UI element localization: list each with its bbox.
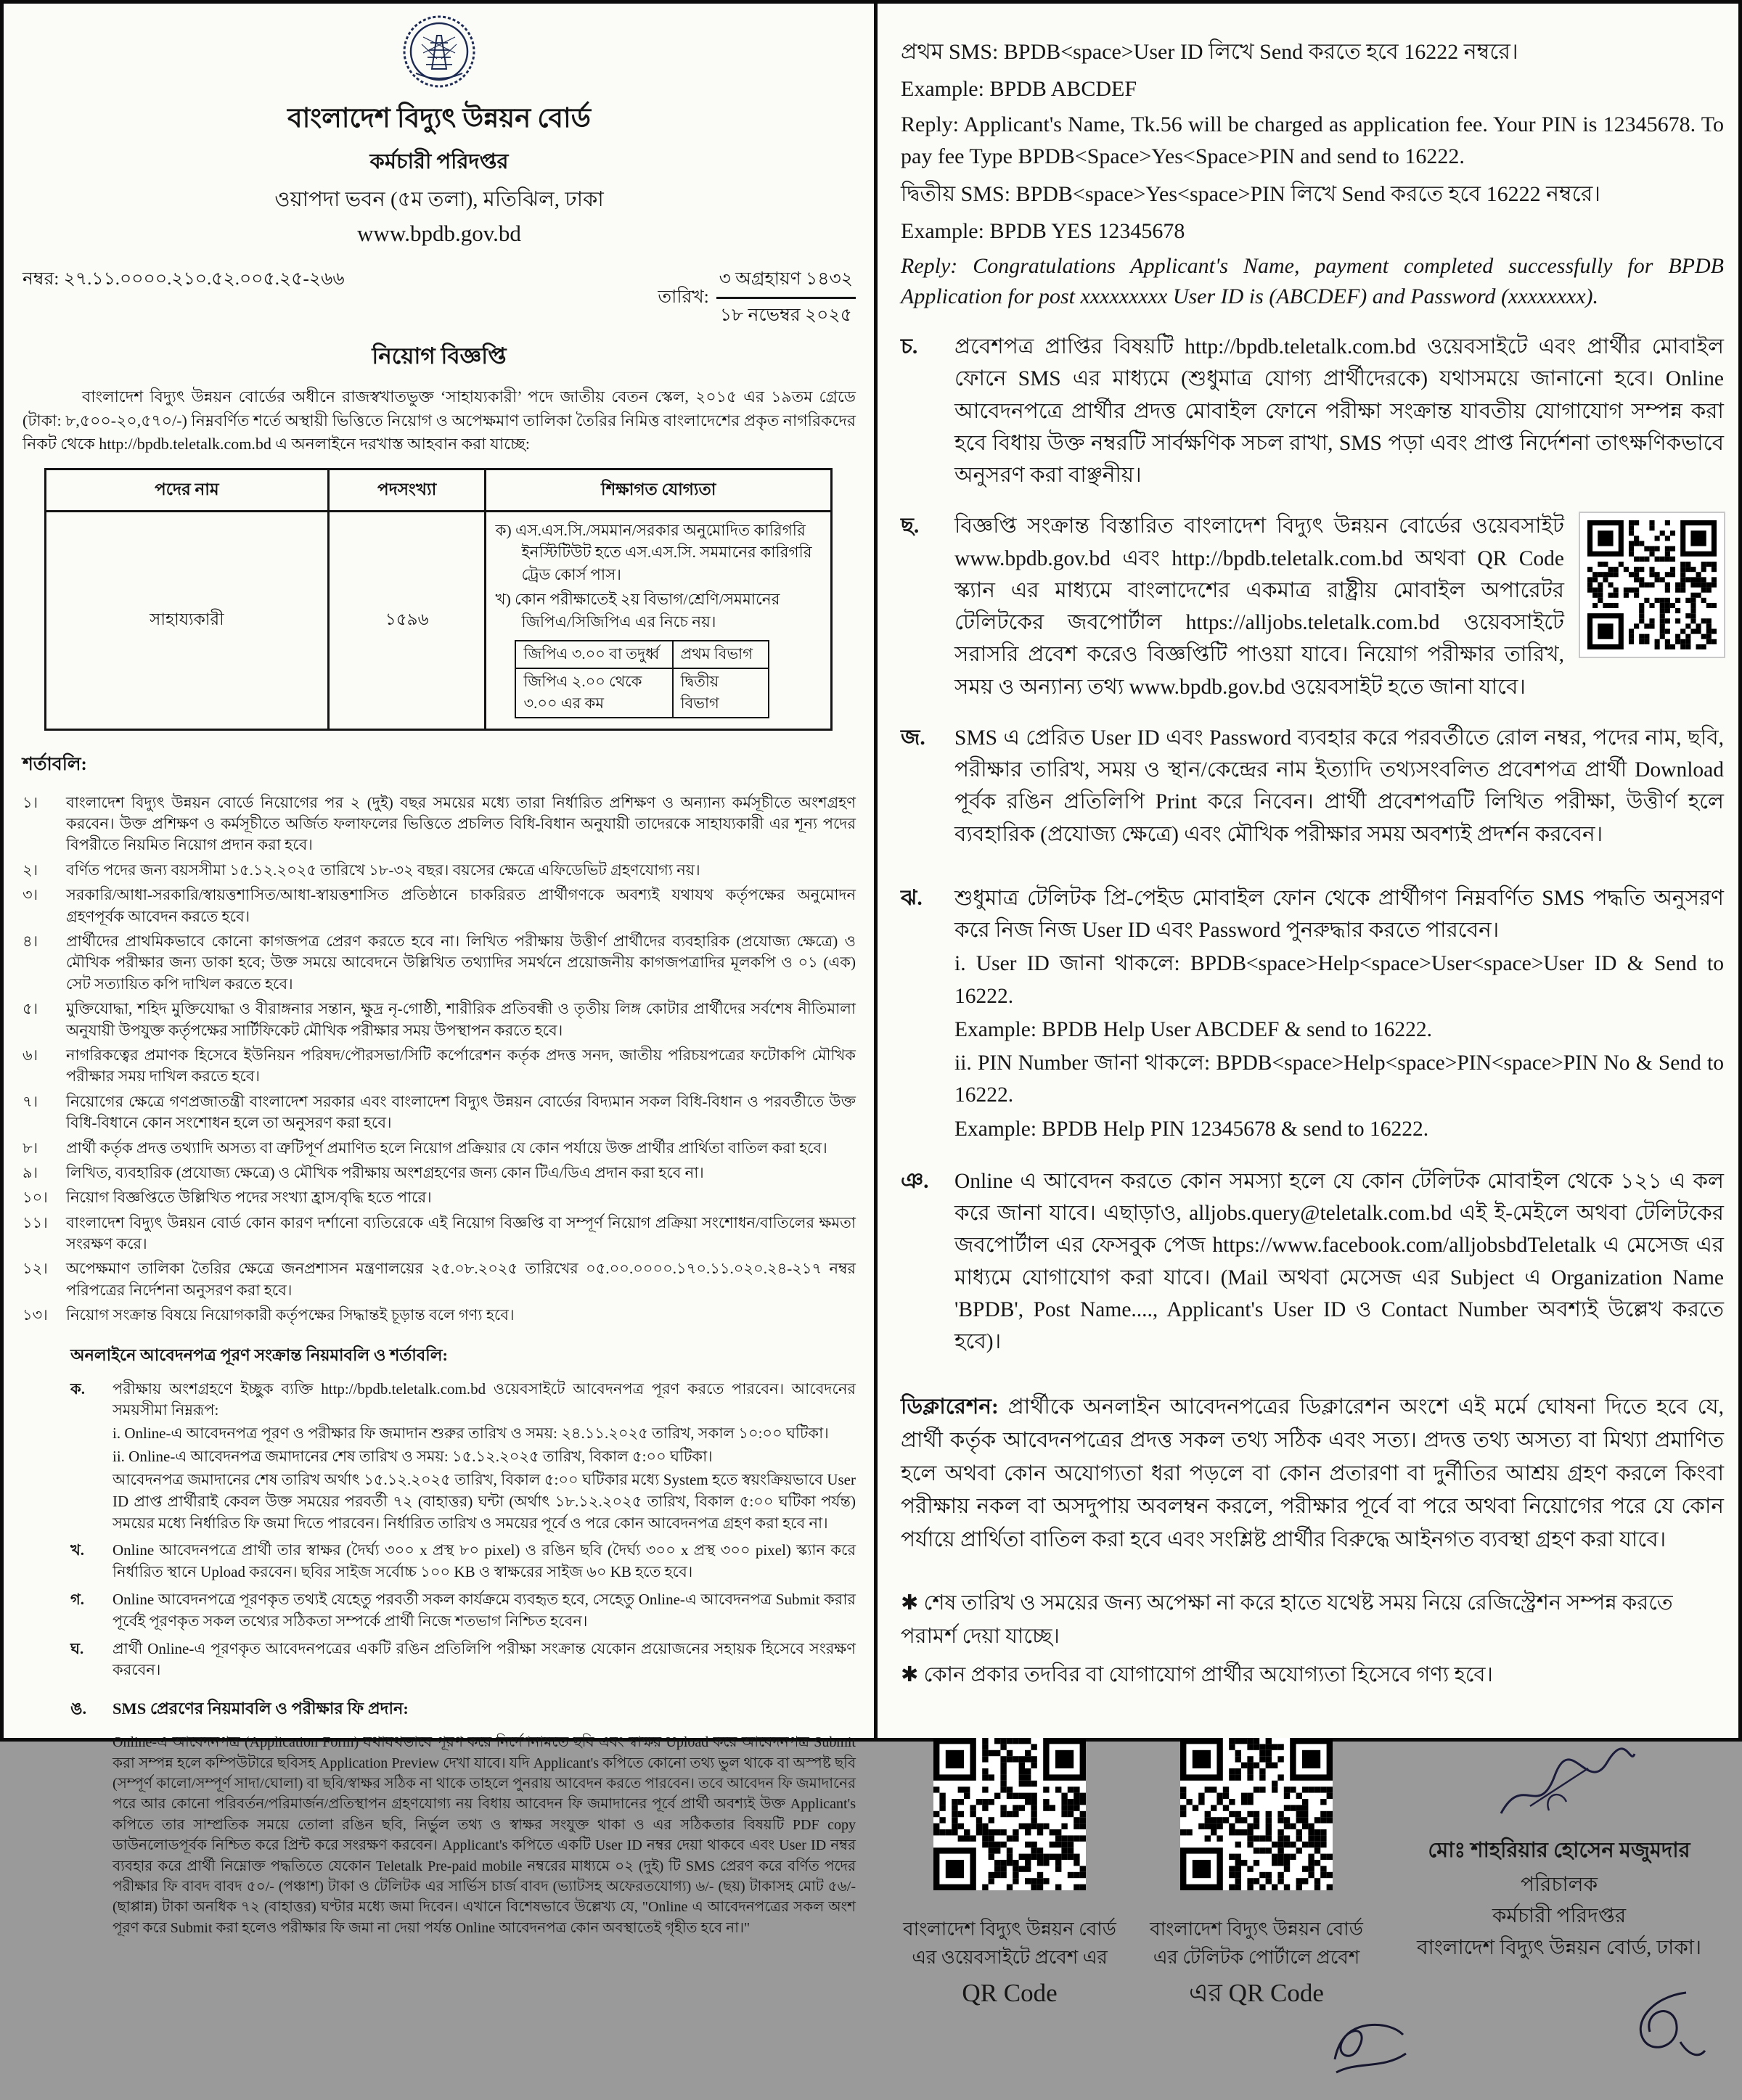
- condition-item: [23, 1187, 856, 1208]
- item-text: Online আবেদনপত্রে প্রার্থী তার স্বাক্ষর (দৈর্ঘ্য ৩০০ x প্রস্থ ৮০ pixel) ও রঙিন ছবি (দৈর্ঘ্য ৩০০ x প্রস্থ ৩০০ pixel) স্ক্যান করে নির্ধারিত স্থানে Upload করবেন। ছবির সাইজ সর্বোচ্চ ১০০ KB ও স্বাক্ষরের সাইজ ৬০ KB হতে হবে।: [113, 1541, 856, 1581]
- sms-reply-2: Reply: Congratulations Applicant's Name, payment completed successfully for BPDB Application for post xxxxxxxxx User ID is (ABCDEF) and Password (xxxxxxxx).: [901, 254, 1724, 308]
- condition-text: নিয়োগের ক্ষেত্রে গণপ্রজাতন্ত্রী বাংলাদেশ সরকার এবং বাংলাদেশ বিদ্যুৎ উন্নয়ন বোর্ডের বিদ্যমান সকল বিধি-বিধান ও পরবর্তীতে উক্ত বিধি-বিধানে কোন সংশোধন হলে তা অনুসরণ করা হবে।: [66, 1092, 856, 1132]
- item-label: ঘ.: [70, 1639, 84, 1657]
- declaration-text: প্রার্থীকে অনলাইন আবেদনপত্রের ডিক্লারেশন অংশে এই মর্মে ঘোষনা দিতে হবে যে, প্রার্থী কর্তৃক আবেদনপত্রের প্রদত্ত সকল তথ্য সঠিক এবং সত্য। প্রদত্ত তথ্য অসত্য বা মিথ্যা প্রমাণিত হলে অথবা কোন অযোগ্যতা ধরা পড়লে বা কোন প্রতারণা বা দুর্নীতির আশ্রয় গ্রহণ করলে কিংবা পরীক্ষায় নকল বা অসদুপায় অবলম্বন করলে, পরীক্ষার পূর্বে বা পরে অথবা নিয়োগের পরে যে কোন পর্যায়ে প্রার্থিতা বাতিল করা হবে এবং সংশ্লিষ্ট প্রার্থীর বিরুদ্ধে আইনগত ব্যবস্থা গ্রহণ করা যাবে।: [901, 1395, 1724, 1552]
- signature-icon: [1600, 1984, 1709, 2071]
- signature-block: [1394, 1738, 1724, 1964]
- condition-text: নিয়োগ সংক্রান্ত বিষয়ে নিয়োগকারী কর্তৃপক্ষের সিদ্ধান্তই চূড়ান্ত বলে গণ্য হবে।: [66, 1306, 515, 1324]
- condition-item: [23, 1258, 856, 1301]
- condition-item: [23, 1138, 856, 1159]
- org-name: বাংলাদেশ বিদ্যুৎ উন্নয়ন বোর্ড: [287, 104, 591, 134]
- online-item-ka-i: i. Online-এ আবেদনপত্র পূরণ ও পরীক্ষার ফি জমাদান শুরুর তারিখ ও সময়: ২৪.১১.২০২৫ তারিখ, সকাল ১০:০০ ঘটিকা।: [113, 1424, 829, 1443]
- col-header-qualification: শিক্ষাগত যোগ্যতা: [486, 469, 832, 511]
- notes: [901, 1586, 1724, 1691]
- condition-item: [23, 1162, 856, 1184]
- declaration-paragraph: [901, 1391, 1724, 1557]
- condition-text: মুক্তিযোদ্ধা, শহিদ মুক্তিযোদ্ধা ও বীরাঙ্গনার সন্তান, ক্ষুদ্র নৃ-গোষ্ঠী, শারীরিক প্রতিবন্ধী ও তৃতীয় লিঙ্গ কোটার প্রার্থীদের সর্বশেষ নীতিমালা অনুযায়ী উপযুক্ত কর্তৃপক্ষের সার্টিফিকেট মৌখিক পরীক্ষার সময় উপস্থাপন করতে হবে।: [66, 1000, 856, 1039]
- note-bullet: ✱ কোন প্রকার তদবির বা যোগাযোগ প্রার্থীর অযোগ্যতা হিসেবে গণ্য হবে।: [901, 1662, 1493, 1686]
- online-item-gha: [70, 1638, 856, 1682]
- bpdb-logo-icon: [401, 15, 477, 91]
- footer-row: [901, 1738, 1724, 2013]
- right-item-ja: [901, 722, 1724, 850]
- conditions-list: [23, 792, 856, 1326]
- item-text: SMS এ প্রেরিত User ID এবং Password ব্যবহার করে পরবর্তীতে রোল নম্বর, পদের নাম, ছবি, পরীক্ষার তারিখ, সময় ও স্থান/কেন্দ্রের নাম ইত্যাদি তথ্যসংবলিত প্রবেশপত্র প্রার্থী Download পূর্বক রঙিন প্রতিলিপি Print করে নিবেন। প্রার্থী প্রবেশপত্রটি লিখিত পরীক্ষা, উত্তীর্ণ হলে ব্যবহারিক (প্রযোজ্য ক্ষেত্রে) এবং মৌখিক পরীক্ষার সময় অবশ্যই প্রদর্শন করবেন।: [954, 726, 1724, 846]
- sms-rules-heading: [70, 1696, 856, 1723]
- condition-text: অপেক্ষমাণ তালিকা তৈরির ক্ষেত্রে জনপ্রশাসন মন্ত্রণালয়ের ২৫.০৮.২০২৫ তারিখের ০৫.০০.০০০০.১৭০.১১.০২০.২৪-২১৭ নম্বর পরিপত্রের নির্দেশনা অনুসরণ করা হবে।: [66, 1260, 856, 1299]
- gpa-division: প্রথম বিভাগ: [673, 641, 769, 668]
- date-label: তারিখ:: [658, 287, 709, 307]
- conditions-heading: শর্তাবলি:: [23, 754, 87, 774]
- help-user-line: i. User ID জানা থাকলে: BPDB<space>Help<space>User<space>User ID & Send to 16222.: [954, 952, 1724, 1008]
- sms-example-2: Example: BPDB YES 12345678: [901, 219, 1185, 243]
- page-divider: [874, 4, 878, 1738]
- qr-block-teletalk: [1148, 1738, 1365, 2013]
- condition-text: নিয়োগ বিজ্ঞপ্তিতে উল্লিখিত পদের সংখ্যা হ্রাস/বৃদ্ধি হতে পারে।: [66, 1189, 432, 1207]
- qr-code-teletalk: [1180, 1738, 1333, 1890]
- gpa-range: জিপিএ ২.০০ থেকে ৩.০০ এর কম: [515, 668, 672, 718]
- sms-rules-heading-text: SMS প্রেরণের নিয়মাবলি ও পরীক্ষার ফি প্রদান:: [113, 1699, 409, 1718]
- online-item-ka-note: আবেদনপত্র জমাদানের শেষ তারিখ অর্থাৎ ১৫.১২.২০২৫ তারিখ, বিকাল ৫:০০ ঘটিকার মধ্যে System হতে স্বয়ংক্রিয়ভাবে User ID প্রাপ্ত প্রার্থীরাই কেবল উক্ত সময়ের পরবর্তী ৭২ (বাহাত্তর) ঘন্টা (অর্থাৎ ১৮.১২.২০২৫ তারিখ, বিকাল ৫:০০ ঘটিকা পর্যন্ত) সময়ের মধ্যে নির্ধারিত ফি জমা দিতে পারবেন। নির্ধারিত তারিখ ও সময়ের পূর্বে ও পরে কোন আবেদনপত্র গ্রহণ করা হবে না।: [113, 1470, 856, 1532]
- online-item-ga: [70, 1589, 856, 1633]
- gpa-range: জিপিএ ৩.০০ বা তদুর্ধ্ব: [515, 641, 672, 668]
- qualification-a: ক) এস.এস.সি./সমমান/সরকার অনুমোদিত কারিগরি ইনস্টিটিউট হতে এস.এস.সি. সমমানের কারিগরি ট্রেড কোর্স পাস।: [495, 521, 812, 583]
- condition-text: প্রার্থী কর্তৃক প্রদত্ত তথ্যাদি অসত্য বা ত্রুটিপূর্ণ প্রমাণিত হলে নিয়োগ প্রক্রিয়ার যে কোন পর্যায়ে উক্ত প্রার্থীর প্রার্থিতা বাতিল করা হবে।: [66, 1139, 827, 1157]
- condition-item: [23, 998, 856, 1041]
- condition-item: [23, 1213, 856, 1255]
- declaration-label: ডিক্লারেশন:: [901, 1395, 999, 1419]
- memo-date-row: [23, 264, 856, 332]
- condition-number: ৭।: [23, 1092, 38, 1110]
- item-label: গ.: [70, 1590, 85, 1608]
- dept-name: কর্মচারী পরিদপ্তর: [369, 150, 509, 173]
- item-label: খ.: [70, 1541, 85, 1559]
- item-label: ক.: [70, 1379, 85, 1398]
- condition-item: [23, 1305, 856, 1326]
- condition-number: ২।: [23, 861, 38, 879]
- post-count-cell: ১৫৯৬: [328, 511, 486, 729]
- intro-paragraph: বাংলাদেশ বিদ্যুৎ উন্নয়ন বোর্ডের অধীনে রাজস্বখাতভুক্ত ‘সাহায্যকারী’ পদে জাতীয় বেতন স্কেল, ২০১৫ এর ১৯তম গ্রেডে (টাকা: ৮,৫০০-২০,৫৭০/-) নিম্নবর্ণিত শর্তে অস্থায়ী ভিত্তিতে নিয়োগ ও অপেক্ষমাণ তালিকা তৈরির নিমিত্ত বাংলাদেশের প্রকৃত নাগরিকদের নিকট থেকে http://bpdb.teletalk.com.bd এ অনলাইনে দরখাস্ত আহবান করা যাচ্ছে:: [23, 387, 856, 454]
- online-item-ka-ii: ii. Online-এ আবেদনপত্র জমাদানের শেষ তারিখ ও সময়: ১৫.১২.২০২৫ তারিখ, বিকাল ৫:০০ ঘটিকা।: [113, 1448, 713, 1466]
- date-block: [658, 264, 856, 332]
- item-label: চ.: [901, 335, 918, 358]
- condition-item: [23, 885, 856, 927]
- item-label: ঞ.: [901, 1169, 929, 1193]
- online-item-ka: [70, 1379, 856, 1535]
- notice-title: নিয়োগ বিজ্ঞপ্তি: [372, 343, 507, 369]
- condition-text: বাংলাদেশ বিদ্যুৎ উন্নয়ন বোর্ডে নিয়োগের পর ২ (দুই) বছর সময়ের মধ্যে তারা নির্ধারিত প্রশিক্ষণ ও অন্যান্য কর্মসূচীতে অংশগ্রহণ করবেন। উক্ত প্রশিক্ষণ ও কর্মসূচীতে অর্জিত ফলাফলের ভিত্তিতে প্রচলিত বিধি-বিধান অনুযায়ী তাদেরকে সাহায্যকারী এর শূন্য পদের বিপরীতে নিয়মিত নিয়োগ প্রদান করা হবে।: [66, 793, 856, 854]
- item-label: ঙ.: [70, 1699, 87, 1718]
- right-item-jha: [901, 882, 1724, 1147]
- left-column: [23, 4, 856, 1936]
- condition-number: ৮।: [23, 1139, 38, 1157]
- sms-step-1: প্রথম SMS: BPDB<space>User ID লিখে Send করতে হবে 16222 নম্বরে।: [901, 40, 1518, 64]
- condition-item: [23, 1091, 856, 1134]
- item-label: জ.: [901, 726, 925, 750]
- right-column: [901, 4, 1724, 2008]
- condition-number: ১১।: [23, 1213, 48, 1231]
- letterhead: [23, 15, 856, 247]
- note-bullet: ✱ শেষ তারিখ ও সময়ের জন্য অপেক্ষা না করে হাতে যথেষ্ট সময় নিয়ে রেজিস্ট্রেশন সম্পন্ন করতে পরামর্শ দেয়া যাচ্ছে।: [901, 1591, 1673, 1649]
- condition-number: ১২।: [23, 1260, 48, 1278]
- endorsement-signatures: [901, 2013, 1724, 2100]
- item-text: Online এ আবেদন করতে কোন সমস্যা হলে যে কোন টেলিটক মোবাইল থেকে ১২১ এ কল করে জানা যাবে। এছাড়াও, alljobs.query@teletalk.com.bd এই ই-মেইলে অথবা টেলিটকের জবপোর্টাল এর ফেসবুক পেজ https://www.facebook.com/alljobsbdTeletalk এ মেসেজ এর মাধ্যমে যোগাযোগ করা যাবে। (Mail অথবা মেসেজ এর Subject এ Organization Name 'BPDB', Post Name...., Applicant's User ID ও Contact Number অবশ্যই উল্লেখ করতে হবে)।: [954, 1169, 1724, 1353]
- signer-dept: কর্মচারী পরিদপ্তর: [1492, 1905, 1627, 1928]
- condition-text: সরকারি/আধা-সরকারি/স্বায়ত্তশাসিত/আধা-স্বায়ত্তশাসিত প্রতিষ্ঠানে চাকরিরত প্রার্থীগণকে অবশ্যই যথাযথ কর্তৃপক্ষের অনুমোদন গ্রহণপূর্বক আবেদন করতে হবে।: [66, 886, 856, 925]
- condition-number: ১।: [23, 793, 38, 811]
- condition-item: [23, 931, 856, 995]
- condition-number: ৯।: [23, 1163, 38, 1181]
- right-item-chha: [901, 510, 1724, 703]
- signature-icon: [1479, 1744, 1639, 1831]
- signer-org: বাংলাদেশ বিদ্যুৎ উন্নয়ন বোর্ড, ঢাকা।: [1416, 1936, 1701, 1959]
- condition-number: ৩।: [23, 886, 38, 904]
- qr-caption-website: বাংলাদেশ বিদ্যুৎ উন্নয়ন বোর্ড এর ওয়েবসাইটে প্রবেশ এর QR Code: [903, 1919, 1116, 2008]
- item-text: প্রার্থী Online-এ পূরণকৃত আবেদনপত্রের একটি রঙিন প্রতিলিপি পরীক্ষা সংক্রান্ত যেকোন প্রয়োজনের সহায়ক হিসেবে সংরক্ষণ করবেন।: [113, 1639, 856, 1679]
- qr-code-alljobs: [1580, 513, 1724, 657]
- qualification-b: খ) কোন পরীক্ষাতেই ২য় বিভাগ/শ্রেণি/সমমানের জিপিএ/সিজিপিএ এর নিচে নয়।: [495, 591, 780, 631]
- right-item-cha: [901, 331, 1724, 491]
- item-text: প্রবেশপত্র প্রাপ্তির বিষয়টি http://bpdb.teletalk.com.bd ওয়েবসাইটে এবং প্রার্থীর মোবাইল ফোনে SMS এর মাধ্যমে (শুধুমাত্র যোগ্য প্রার্থীদেরকে) যথাসময়ে জানানো হবে। Online আবেদনপত্রে প্রার্থীর প্রদত্ত মোবাইল ফোনে পরীক্ষা সংক্রান্ত যাবতীয় যোগাযোগ সম্পন্ন করা হবে বিধায় উক্ত নম্বরটি সার্বক্ষণিক সচল রাখা, SMS পড়া এবং প্রাপ্ত নির্দেশনা তাৎক্ষণিকভাবে অনুসরণ করা বাঞ্ছনীয়।: [954, 335, 1724, 487]
- condition-text: প্রার্থীদের প্রাথমিকভাবে কোনো কাগজপত্র প্রেরণ করতে হবে না। লিখিত পরীক্ষায় উত্তীর্ণ প্রার্থীদের ব্যবহারিক (প্রযোজ্য ক্ষেত্রে) ও মৌখিক পরীক্ষার জন্য ডাকা হবে; উক্ত সময়ে আবেদনে উল্লিখিত তথ্যাদির সমর্থনে প্রয়োজনীয় কাগজপত্রাদির মূলকপি ও ০১ (এক) সেট সত্যায়িত কপি দাখিল করতে হবে।: [66, 932, 856, 993]
- item-label: ঝ.: [901, 886, 923, 910]
- sms-fee-paragraph: Online-এ আবেদনপত্র (Application Form) যথাযথভাবে পূরণ করে নির্দেশনামতে ছবি এবং স্বাক্ষর Upload করে আবেদনপত্র Submit করা সম্পন্ন হলে কম্পিউটারে ছবিসহ Application Preview দেখা যাবে। যদি Applicant's কপিতে কোনো তথ্য ভুল থাকে বা অস্পষ্ট ছবি (সম্পূর্ণ কালো/সম্পূর্ণ সাদা/ঘোলা) বা ছবি/স্বাক্ষর সঠিক না থাকে তাহলে পুনরায় আবেদন করতে পারবেন। তবে আবেদন ফি জমাদানের পরে আর কোনো পরিবর্তন/পরিমার্জন/প্রতিস্থাপন গ্রহণযোগ্য নয় বিধায় আবেদন ফি জমাদানের পূর্বে প্রার্থী অবশ্যই উক্ত Applicant's কপিতে তার সাম্প্রতিক সময়ে তোলা রঙিন ছবি, নির্ভুল তথ্য ও স্বাক্ষর সংযুক্ত থাকা ও এর সঠিকতার বিষয়টি PDF copy ডাউনলোডপূর্বক নিশ্চিত করে প্রিন্ট করে সংরক্ষণ করবেন। Applicant's কপিতে একটি User ID নম্বর দেয়া থাকবে এবং User ID নম্বর ব্যবহার করে প্রার্থী নিম্নোক্ত পদ্ধতিতে যেকোন Teletalk Pre-paid mobile নম্বরের মাধ্যমে ০২ (দুই) টি SMS প্রেরণ করে বর্ণিত পদের পরীক্ষার ফি বাবদ বাবদ ৫০/- (পঞ্চাশ) টাকা ও টেলিটক এর সার্ভিস চার্জ বাবদ (ভ্যাটসহ অফেরতযোগ্য) ৬/- (ছয়) টাকাসহ মোট ৫৬/- (ছাপ্পান্ন) টাকা অনধিক ৭২ (বাহাত্তর) ঘণ্টার মধ্যে জমা দিবেন। এখানে বিশেষভাবে উল্লেখ্য যে, "Online এ আবেদনপত্রের সকল অংশ পূরণ করে Submit করা হলেও পরীক্ষার ফি জমা না দেয়া পর্যন্ত Online আবেদনপত্র কোন অবস্থাতেই গৃহীত হবে না।": [113, 1734, 856, 1936]
- condition-text: বাংলাদেশ বিদ্যুৎ উন্নয়ন বোর্ড কোন কারণ দর্শানো ব্যতিরেকে এই নিয়োগ বিজ্ঞপ্তি বা সম্পূর্ণ নিয়োগ প্রক্রিয়া সংশোধন/বাতিলের ক্ষমতা সংরক্ষণ করে।: [66, 1213, 856, 1253]
- signature-icon: [1322, 2009, 1416, 2081]
- online-item-ka-intro: পরীক্ষায় অংশগ্রহণে ইচ্ছুক ব্যক্তি http://bpdb.teletalk.com.bd ওয়েবসাইটে আবেদনপত্র পূরণ করতে পারবেন। আবেদনের সময়সীমা নিম্নরূপ:: [113, 1379, 856, 1419]
- condition-item: [23, 860, 856, 881]
- org-address: ওয়াপদা ভবন (৫ম তলা), মতিঝিল, ঢাকা: [274, 188, 604, 211]
- condition-number: ১৩।: [23, 1306, 48, 1324]
- condition-number: ৪।: [23, 932, 38, 950]
- help-pin-example: Example: BPDB Help PIN 12345678 & send to 16222.: [954, 1117, 1429, 1141]
- condition-item: [23, 1045, 856, 1088]
- post-name-cell: সাহায্যকারী: [46, 511, 329, 729]
- condition-text: বর্ণিত পদের জন্য বয়সসীমা ১৫.১২.২০২৫ তারিখে ১৮-৩২ বছর। বয়সের ক্ষেত্রে এফিডেভিট গ্রহণযোগ্য নয়।: [66, 861, 700, 879]
- gpa-row: [515, 641, 769, 668]
- table-header-row: [46, 469, 832, 511]
- col-header-post-count: পদসংখ্যা: [328, 469, 486, 511]
- condition-item: [23, 792, 856, 856]
- signer-title: পরিচালক: [1520, 1874, 1598, 1897]
- posts-table: [44, 468, 833, 731]
- sms-reply-1: Reply: Applicant's Name, Tk.56 will be charged as application fee. Your PIN is 12345678. To pay fee Type BPDB<Space>Yes<Space>PIN and send to 16222.: [901, 112, 1724, 168]
- item-text-wrap: [954, 510, 1724, 703]
- help-user-example: Example: BPDB Help User ABCDEF & send to 16222.: [954, 1017, 1433, 1041]
- date-bangla: ৩ অগ্রহায়ণ ১৪৩২: [716, 264, 856, 299]
- condition-number: ১০।: [23, 1189, 48, 1207]
- item-label: ছ.: [901, 514, 920, 538]
- condition-number: ৫।: [23, 1000, 38, 1018]
- help-pin-line: ii. PIN Number জানা থাকলে: BPDB<space>Help<space>PIN<space>PIN No & Send to 16222.: [954, 1051, 1724, 1107]
- condition-text: লিখিত, ব্যবহারিক (প্রযোজ্য ক্ষেত্রে) ও মৌখিক পরীক্ষায় অংশগ্রহণের জন্য কোন টিএ/ডিএ প্রদান করা হবে না।: [66, 1163, 704, 1181]
- qualification-cell: [486, 511, 832, 729]
- memo-number: নম্বর: ২৭.১১.০০০০.২১০.৫২.০০৫.২৫-২৬৬: [23, 269, 345, 289]
- item-text: বিজ্ঞপ্তি সংক্রান্ত বিস্তারিত বাংলাদেশ বিদ্যুৎ উন্নয়ন বোর্ডের ওয়েবসাইট www.bpdb.gov.bd এবং http://bpdb.teletalk.com.bd অথবা QR Code স্ক্যান এর মাধ্যমে বাংলাদেশের একমাত্র রাষ্ট্রীয় মোবাইল অপারেটর টেলিটকের জবপোর্টাল https://alljobs.teletalk.com.bd ওয়েবসাইটে সরাসরি প্রবেশ করেও বিজ্ঞপ্তিটি পাওয়া যাবে। নিয়োগ পরীক্ষার তারিখ, সময় ও অন্যান্য তথ্য www.bpdb.gov.bd ওয়েবসাইট হতে জানা যাবে।: [954, 514, 1564, 699]
- qr-code-website: [933, 1738, 1086, 1890]
- sms-step-2: দ্বিতীয় SMS: BPDB<space>Yes<space>PIN লিখে Send করতে হবে 16222 নম্বরে।: [901, 182, 1600, 206]
- org-website: www.bpdb.gov.bd: [357, 221, 521, 246]
- date-gregorian: ১৮ নভেম্বর ২০২৫: [719, 305, 852, 325]
- item-text: শুধুমাত্র টেলিটক প্রি-পেইড মোবাইল ফোন থেকে প্রার্থীগণ নিম্নবর্ণিত SMS পদ্ধতি অনুসরণ করে নিজ নিজ User ID এবং Password পুনরুদ্ধার করতে পারবেন।: [954, 886, 1724, 942]
- signer-name: মোঃ শাহরিয়ার হোসেন মজুমদার: [1428, 1839, 1690, 1863]
- sms-example-1: Example: BPDB ABCDEF: [901, 77, 1137, 101]
- online-item-kha: [70, 1540, 856, 1583]
- gpa-row: [515, 668, 769, 718]
- gpa-table: [515, 640, 769, 718]
- condition-text: নাগরিকত্বের প্রমাণক হিসেবে ইউনিয়ন পরিষদ/পৌরসভা/সিটি কর্পোরেশন কর্তৃক প্রদত্ত সনদ, জাতীয় পরিচয়পত্রের ফটোকপি মৌখিক পরীক্ষার সময় দাখিল করতে হবে।: [66, 1046, 856, 1086]
- table-row: [46, 511, 832, 729]
- qr-caption-teletalk: বাংলাদেশ বিদ্যুৎ উন্নয়ন বোর্ড এর টেলিটক পোর্টালে প্রবেশ এর QR Code: [1150, 1919, 1363, 2008]
- online-rules-heading: অনলাইনে আবেদনপত্র পূরণ সংক্রান্ত নিয়মাবলি ও শর্তাবলি:: [70, 1345, 449, 1364]
- col-header-post-name: পদের নাম: [46, 469, 329, 511]
- right-item-nya: [901, 1165, 1724, 1358]
- item-text: Online আবেদনপত্রে পূরণকৃত তথ্যই যেহেতু পরবর্তী সকল কার্যক্রমে ব্যবহৃত হবে, সেহেতু Online-এ আবেদনপত্র Submit করার পূর্বেই পূরণকৃত সকল তথ্যের সঠিকতা সম্পর্কে প্রার্থী নিজে শতভাগ নিশ্চিত হবেন।: [113, 1590, 856, 1630]
- gpa-division: দ্বিতীয় বিভাগ: [673, 668, 769, 718]
- condition-number: ৬।: [23, 1046, 38, 1064]
- qr-block-website: [901, 1738, 1119, 2013]
